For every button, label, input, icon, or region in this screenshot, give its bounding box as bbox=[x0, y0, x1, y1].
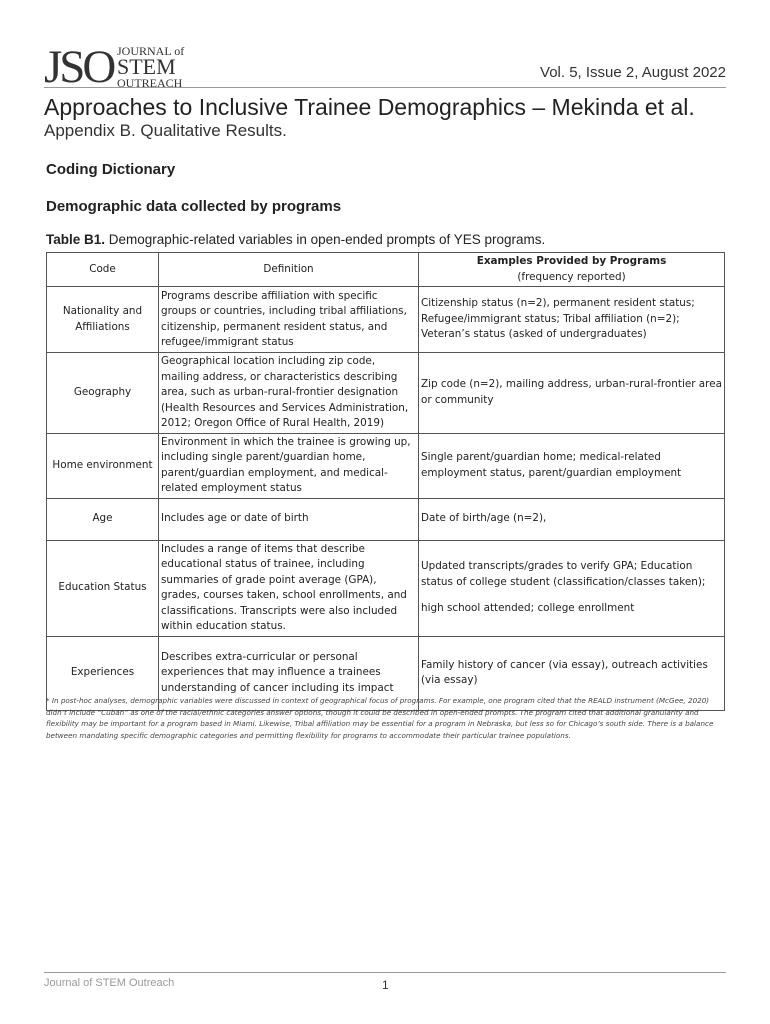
row-definition: Includes a range of items that describe educational status of trainee, including summaries of grade point average (GPA), grades, courses taken, school enrollments, and classifications. Transcripts were also included within education status. bbox=[159, 540, 419, 636]
footer-journal-name: Journal of STEM Outreach bbox=[44, 977, 175, 989]
table-row bbox=[47, 287, 725, 353]
header-code: Code bbox=[47, 253, 159, 287]
table-row bbox=[47, 540, 725, 636]
row-definition: Programs describe affiliation with specific groups or countries, including tribal affiliations, citizenship, permanent resident status, and refugee/immigrant status bbox=[159, 287, 419, 353]
footer-divider bbox=[44, 972, 726, 973]
header-examples bbox=[419, 253, 725, 287]
table-caption bbox=[46, 232, 545, 247]
table-caption-text: Demographic-related variables in open-ended prompts of YES programs. bbox=[105, 232, 546, 247]
row-examples: Family history of cancer (via essay), outreach activities (via essay) bbox=[419, 636, 725, 710]
demographics-table bbox=[46, 252, 725, 711]
logo-line-1: JOURNAL of bbox=[117, 44, 185, 58]
table-caption-label: Table B1. bbox=[46, 232, 106, 247]
row-examples: Zip code (n=2), mailing address, urban-rural-frontier area or community bbox=[419, 353, 725, 434]
row-examples: Date of birth/age (n=2), bbox=[419, 498, 725, 540]
table-row bbox=[47, 433, 725, 498]
table-row bbox=[47, 498, 725, 540]
row-code: Education Status bbox=[47, 540, 159, 636]
subsection-heading: Demographic data collected by programs bbox=[46, 198, 342, 215]
header-divider bbox=[44, 87, 726, 88]
row-examples bbox=[419, 540, 725, 636]
row-examples: Citizenship status (n=2), permanent resident status; Refugee/immigrant status; Tribal affiliation (n=2); Veteran’s status (asked of undergraduates) bbox=[419, 287, 725, 353]
logo-letters: JSO bbox=[44, 41, 114, 93]
row-examples: Single parent/guardian home; medical-related employment status, parent/guardian employment bbox=[419, 433, 725, 498]
row-definition: Geographical location including zip code, mailing address, or characteristics describing area, such as urban-rural-frontier designation (Health Resources and Services Administration, 2012; Oregon Office of Rural Health, 2019) bbox=[159, 353, 419, 434]
header-definition: Definition bbox=[159, 253, 419, 287]
row-code: Geography bbox=[47, 353, 159, 434]
logo-line-2: STEM bbox=[117, 54, 176, 79]
table-footnote: * In post-hoc analyses, demographic variables were discussed in context of geographical focus of programs. For example, one program cited that the REALD instrument (McGee, 2020) didn’t include “Cuban” as one of the racial/ethnic categories answer options, though it could be described in open-ended prompts. The program cited that additional granularity and flexibility may be important for a program based in Miami. Likewise, Tribal affiliation may be essential for a program in Nebraska, but less so for Chicago’s south side. There is a balance between mandating specific demographic categories and permitting flexibility for programs to accommodate their particular trainee populations. bbox=[46, 696, 714, 740]
section-heading: Coding Dictionary bbox=[46, 161, 176, 178]
header-examples-title: Examples Provided by Programs bbox=[476, 255, 667, 267]
row-definition: Environment in which the trainee is growing up, including single parent/guardian home, parent/guardian employment, and medical-related employment status bbox=[159, 433, 419, 498]
logo-line-3: OUTREACH bbox=[117, 76, 183, 90]
appendix-subtitle: Appendix B. Qualitative Results. bbox=[44, 121, 287, 140]
row-definition: Includes age or date of birth bbox=[159, 498, 419, 540]
row-examples-part-2: high school attended; college enrollment bbox=[421, 602, 635, 615]
issue-info: Vol. 5, Issue 2, August 2022 bbox=[540, 64, 726, 81]
row-code: Age bbox=[47, 498, 159, 540]
row-code: Experiences bbox=[47, 636, 159, 710]
row-definition: Describes extra-curricular or personal experiences that may influence a trainees understanding of cancer including its impact bbox=[159, 636, 419, 710]
row-examples-part-1: Updated transcripts/grades to verify GPA; Education status of college student (classification/classes taken); bbox=[421, 560, 706, 588]
table-header-row bbox=[47, 253, 725, 287]
row-code: Home environment bbox=[47, 433, 159, 498]
article-title: Approaches to Inclusive Trainee Demographics – Mekinda et al. bbox=[44, 94, 695, 120]
header-examples-subtitle: (frequency reported) bbox=[517, 270, 626, 283]
row-code: Nationality and Affiliations bbox=[47, 287, 159, 353]
page-number: 1 bbox=[382, 978, 389, 992]
table-row bbox=[47, 353, 725, 434]
